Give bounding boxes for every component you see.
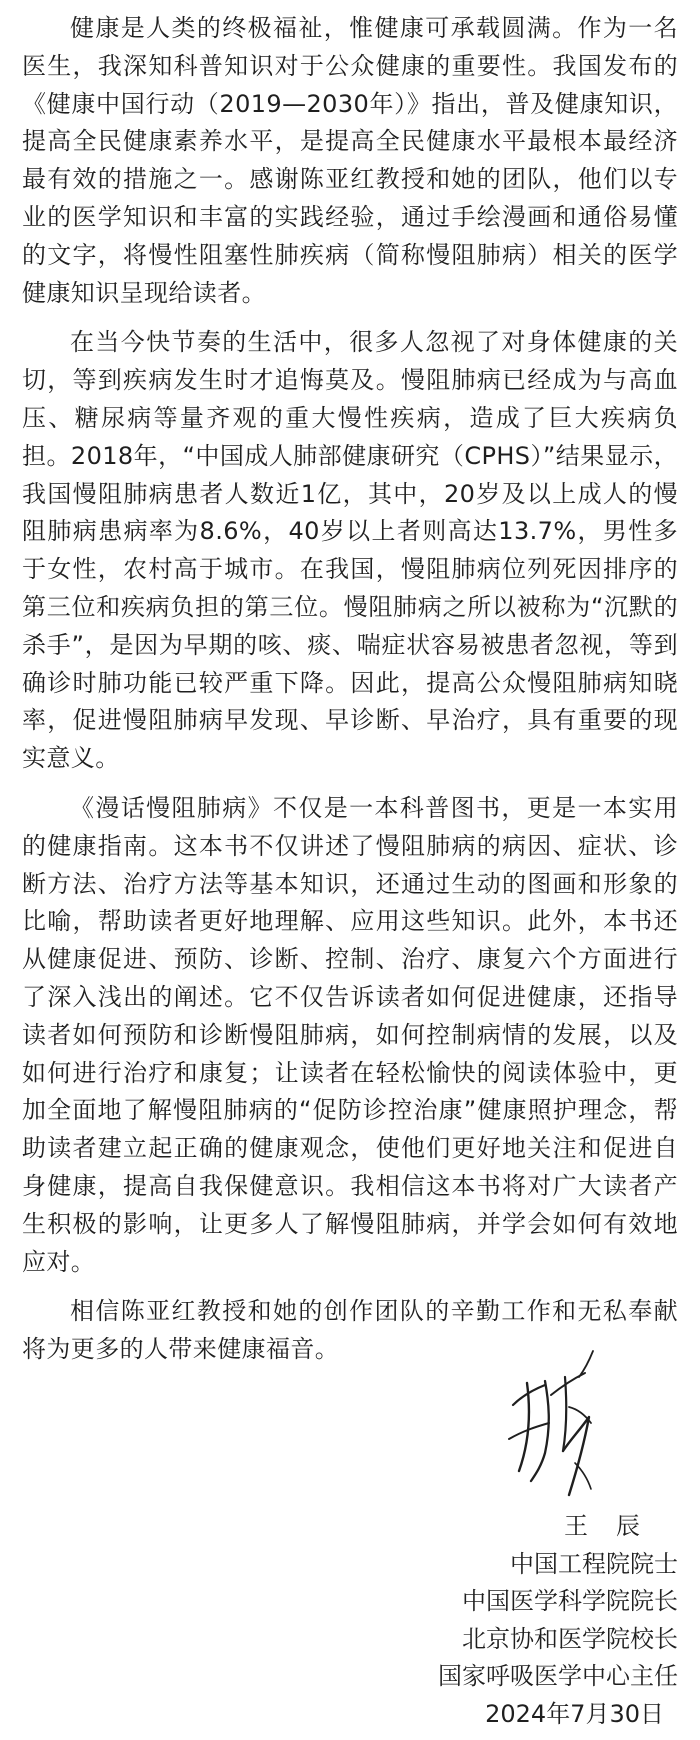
author-title-4: 国家呼吸医学中心主任 xyxy=(438,1662,678,1690)
handwritten-signature xyxy=(505,1343,605,1503)
paragraph-2: 在当今快节奏的生活中，很多人忽视了对身体健康的关切，等到疾病发生时才追悔莫及。慢阻肺病已经成为与高血压、糖尿病等量齐观的重大慢性疾病，造成了巨大疾病负担。2018年，“中国成人肺部健康研究（CPHS）”结果显示，我国慢阻肺病患者人数近1亿，其中，20岁及以上成人的慢阻肺病患病率为8.6%，40岁以上者则高达13.7%，男性多于女性，农村高于城市。在我国，慢阻肺病位列死因排序的第三位和疾病负担的第三位。慢阻肺病之所以被称为“沉默的杀手”，是因为早期的咳、痰、喘症状容易被患者忽视，等到确诊时肺功能已较严重下降。因此，提高公众慢阻肺病知晓率，促进慢阻肺病早发现、早诊断、早治疗，具有重要的现实意义。 xyxy=(22,328,678,773)
paragraph-1: 健康是人类的终极福祉，惟健康可承载圆满。作为一名医生，我深知科普知识对于公众健康的重要性。我国发布的《健康中国行动（2019—2030年）》指出，普及健康知识，提高全民健康素养水平，是提高全民健康水平最根本最经济最有效的措施之一。感谢陈亚红教授和她的团队，他们以专业的医学知识和丰富的实践经验，通过手绘漫画和通俗易懂的文字，将慢性阻塞性肺疾病（简称慢阻肺病）相关的医学健康知识呈现给读者。 xyxy=(22,14,678,307)
author-name-last: 辰 xyxy=(616,1512,640,1540)
author-title-3: 北京协和医学院校长 xyxy=(462,1624,678,1653)
author-name-first: 王 xyxy=(564,1512,588,1540)
signoff-date: 2024年7月30日 xyxy=(485,1699,664,1728)
paragraph-3: 《漫话慢阻肺病》不仅是一本科普图书，更是一本实用的健康指南。这本书不仅讲述了慢阻肺病的病因、症状、诊断方法、治疗方法等基本知识，还通过生动的图画和形象的比喻，帮助读者更好地理解、应用这些知识。此外，本书还从健康促进、预防、诊断、控制、治疗、康复六个方面进行了深入浅出的阐述。它不仅告诉读者如何促进健康，还指导读者如何预防和诊断慢阻肺病，如何控制病情的发展，以及如何进行治疗和康复；让读者在轻松愉快的阅读体验中，更加全面地了解慢阻肺病的“促防诊控治康”健康照护理念，帮助读者建立起正确的健康观念，使他们更好地关注和促进自身健康，提高自我保健意识。我相信这本书将对广大读者产生积极的影响，让更多人了解慢阻肺病，并学会如何有效地应对。 xyxy=(22,793,678,1276)
author-title-2: 中国医学科学院院长 xyxy=(462,1587,678,1615)
signoff-block xyxy=(378,1508,678,1733)
author-name xyxy=(378,1508,678,1546)
paragraph-4: 相信陈亚红教授和她的创作团队的辛勤工作和无私奉献将为更多的人带来健康福音。 xyxy=(22,1297,678,1364)
preface-body xyxy=(22,10,678,1381)
author-title-1: 中国工程院院士 xyxy=(510,1549,678,1578)
